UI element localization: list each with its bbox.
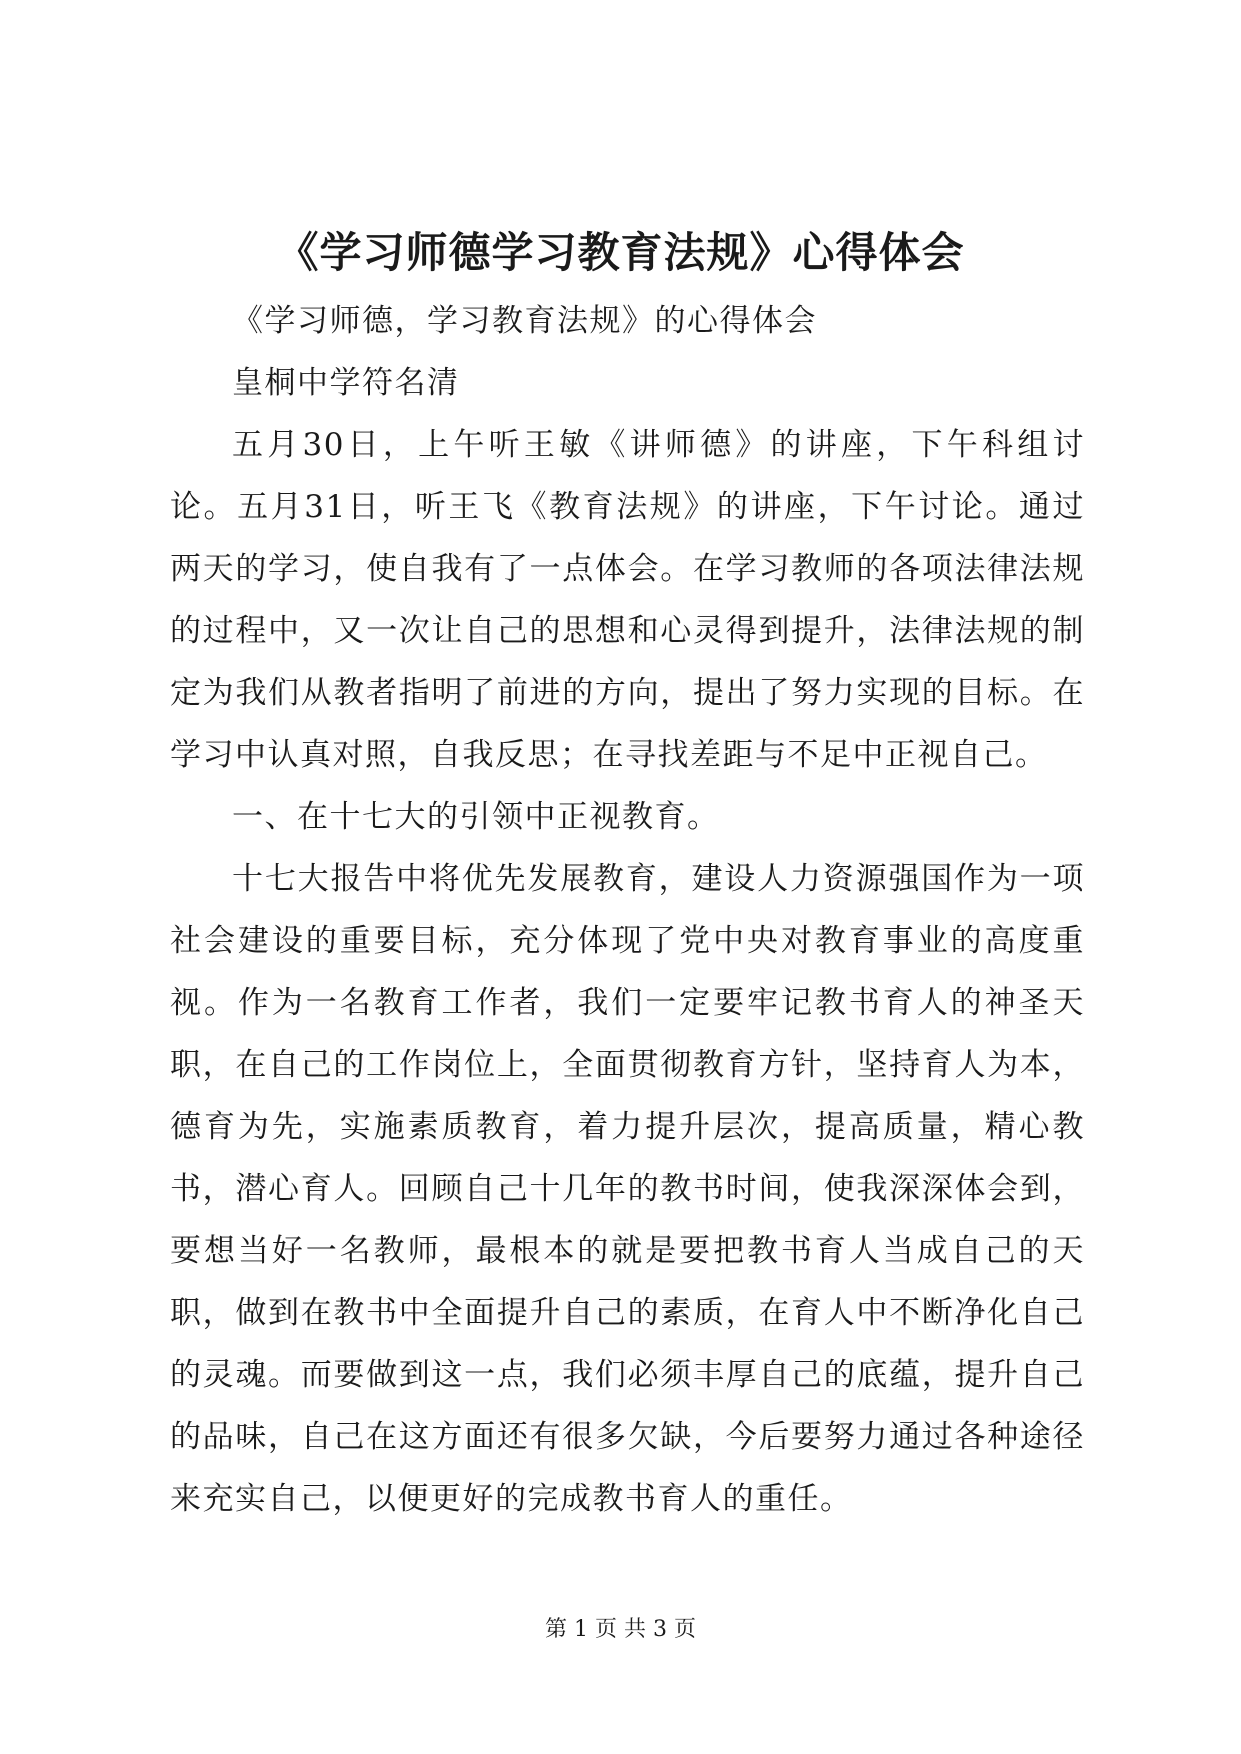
- page-number-footer: 第 1 页 共 3 页: [545, 1617, 696, 1642]
- subtitle-paragraph: 《学习师德，学习教育法规》的心得体会: [232, 303, 817, 339]
- document-body: [170, 290, 1085, 1530]
- body-paragraph: 十七大报告中将优先发展教育，建设人力资源强国作为一项社会建设的重要目标，充分体现了党中央对教育事业的高度重视。作为一名教育工作者，我们一定要牢记教书育人的神圣天职，在自己的工作岗位上，全面贯彻教育方针，坚持育人为本，德育为先，实施素质教育，着力提升层次，提高质量，精心教书，潜心育人。回顾自己十几年的教书时间，使我深深体会到，要想当好一名教师，最根本的就是要把教书育人当成自己的天职，做到在教书中全面提升自己的素质，在育人中不断净化自己的灵魂。而要做到这一点，我们必须丰厚自己的底蕴，提升自己的品味，自己在这方面还有很多欠缺，今后要努力通过各种途径来充实自己，以便更好的完成教书育人的重任。: [170, 861, 1085, 1517]
- section-heading: 一、在十七大的引领中正视教育。: [232, 799, 720, 835]
- body-paragraph: 五月30日，上午听王敏《讲师德》的讲座，下午科组讨论。五月31日，听王飞《教育法规》的讲座，下午讨论。通过两天的学习，使自我有了一点体会。在学习教师的各项法律法规的过程中，又一次让自己的思想和心灵得到提升，法律法规的制定为我们从教者指明了前进的方向，提出了努力实现的目标。在学习中认真对照，自我反思；在寻找差距与不足中正视自己。: [170, 427, 1085, 773]
- document-title: 《学习师德学习教育法规》心得体会: [276, 228, 965, 277]
- author-paragraph: 皇桐中学符名清: [232, 365, 460, 401]
